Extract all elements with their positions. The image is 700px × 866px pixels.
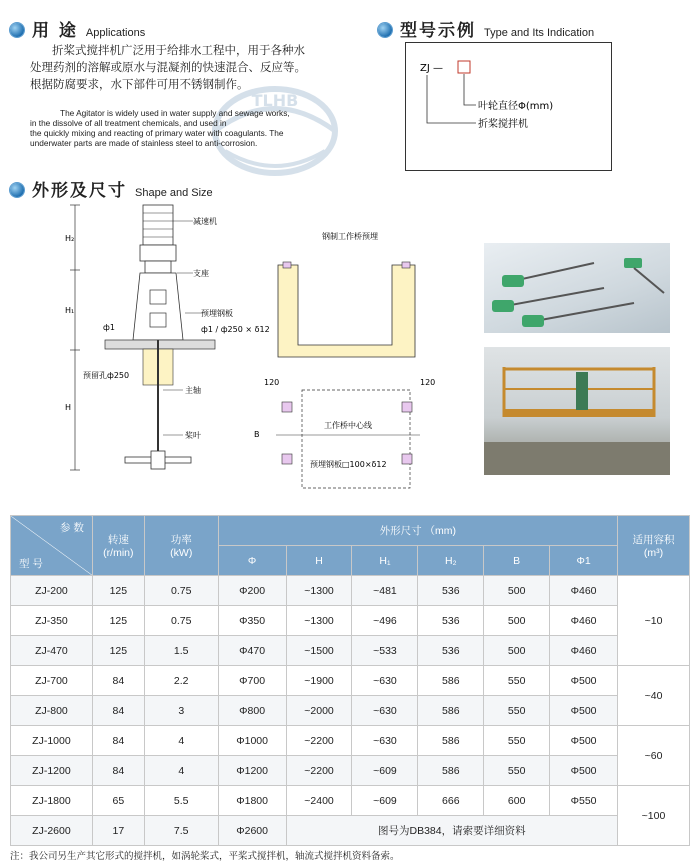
photo-installation bbox=[484, 347, 670, 475]
cell-phi1: Φ550 bbox=[550, 786, 618, 816]
cell-h1: ~609 bbox=[352, 786, 418, 816]
header-h1: H₁ bbox=[352, 546, 418, 576]
cell-b: 500 bbox=[484, 576, 550, 606]
cell-speed: 84 bbox=[92, 756, 144, 786]
cell-phi: Φ2600 bbox=[218, 816, 286, 846]
header-power bbox=[144, 516, 218, 576]
cell-phi: Φ800 bbox=[218, 696, 286, 726]
cell-power: 2.2 bbox=[144, 666, 218, 696]
label-hole: 预留孔ф250 bbox=[83, 371, 130, 380]
cell-b: 550 bbox=[484, 756, 550, 786]
cell-phi1: Φ460 bbox=[550, 576, 618, 606]
header-power-unit: (kW) bbox=[170, 547, 193, 559]
cell-phi1: Φ500 bbox=[550, 756, 618, 786]
para-en-line: underwater parts are made of stainless steel to anti-corrosion. bbox=[30, 138, 258, 148]
cell-h: ~2400 bbox=[286, 786, 352, 816]
header-size: 外形尺寸 （mm) bbox=[218, 516, 617, 546]
cell-model: ZJ-350 bbox=[11, 606, 93, 636]
cell-h2: 536 bbox=[418, 576, 484, 606]
applications-title-cn: 用 途 bbox=[32, 21, 78, 41]
cell-speed: 84 bbox=[92, 726, 144, 756]
header-speed-unit: (r/min) bbox=[103, 547, 134, 559]
header-param-model bbox=[11, 516, 93, 576]
table-row bbox=[11, 786, 690, 816]
cell-power: 4 bbox=[144, 726, 218, 756]
header-param: 参 数 bbox=[59, 522, 84, 534]
cell-h1: ~630 bbox=[352, 666, 418, 696]
header-speed-label: 转速 bbox=[107, 534, 129, 546]
table-row bbox=[11, 816, 690, 846]
cell-power: 7.5 bbox=[144, 816, 218, 846]
table-row bbox=[11, 726, 690, 756]
cell-b: 550 bbox=[484, 666, 550, 696]
para-cn-line: 折桨式搅拌机广泛用于给排水工程中，用于各种水 bbox=[52, 43, 305, 57]
header-volume bbox=[618, 516, 690, 576]
cell-model: ZJ-800 bbox=[11, 696, 93, 726]
dim-h: H bbox=[65, 403, 72, 412]
cell-power: 0.75 bbox=[144, 606, 218, 636]
header-b: B bbox=[484, 546, 550, 576]
dim-phi1: ф1 bbox=[103, 323, 115, 332]
cell-b: 500 bbox=[484, 636, 550, 666]
cell-h: ~1500 bbox=[286, 636, 352, 666]
cell-phi: Φ1000 bbox=[218, 726, 286, 756]
cell-h: ~1300 bbox=[286, 606, 352, 636]
header-power-label: 功率 bbox=[170, 534, 192, 546]
cell-power: 3 bbox=[144, 696, 218, 726]
header-volume-unit: (m³) bbox=[643, 547, 664, 559]
cell-h1: ~481 bbox=[352, 576, 418, 606]
label-reducer: 减速机 bbox=[193, 217, 217, 226]
cell-model: ZJ-700 bbox=[11, 666, 93, 696]
para-cn-line: 根据防腐要求，水下部件可用不锈钢制作。 bbox=[30, 77, 249, 91]
bullet-icon bbox=[10, 23, 24, 37]
cell-h: ~1900 bbox=[286, 666, 352, 696]
watermark-text: TLHB bbox=[251, 91, 299, 110]
cell-h: ~2200 bbox=[286, 756, 352, 786]
cell-note: 图号为DB384，请索要详细资料 bbox=[286, 816, 617, 846]
bridge-center-label: 工作桥中心线 bbox=[324, 421, 372, 430]
footnote: 注：我公司另生产其它形式的搅拌机，如涡轮桨式，平桨式搅拌机，轴流式搅拌机资料备索。 bbox=[10, 851, 400, 862]
spec-table bbox=[10, 515, 690, 846]
cell-speed: 65 bbox=[92, 786, 144, 816]
para-en-line: the quickly mixing and reacting of primary water with coagulants. The bbox=[30, 128, 284, 138]
shape-title-cn: 外形及尺寸 bbox=[32, 181, 127, 201]
table-row bbox=[11, 576, 690, 606]
dim-h1: H₁ bbox=[65, 306, 75, 315]
cell-power: 4 bbox=[144, 756, 218, 786]
label-shaft: 主轴 bbox=[185, 386, 201, 395]
table-row bbox=[11, 756, 690, 786]
type-dia-label: 叶轮直径Φ(mm) bbox=[478, 101, 554, 112]
cell-h1: ~609 bbox=[352, 756, 418, 786]
bullet-icon bbox=[378, 23, 392, 37]
photo-agitators bbox=[484, 243, 670, 333]
table-row bbox=[11, 696, 690, 726]
applications-text-en bbox=[30, 108, 360, 148]
type-title-en: Type and Its Indication bbox=[484, 27, 595, 39]
cell-phi: Φ1200 bbox=[218, 756, 286, 786]
cell-h2: 586 bbox=[418, 756, 484, 786]
type-diagram bbox=[406, 43, 611, 170]
para-en-line: The Agitator is widely used in water supply and sewage works, bbox=[60, 108, 290, 118]
dim-h2: H₂ bbox=[65, 234, 75, 243]
type-heading bbox=[378, 16, 594, 41]
cell-b: 500 bbox=[484, 606, 550, 636]
cell-h1: ~533 bbox=[352, 636, 418, 666]
cell-phi: Φ1800 bbox=[218, 786, 286, 816]
cell-phi1: Φ460 bbox=[550, 606, 618, 636]
cell-h2: 586 bbox=[418, 666, 484, 696]
header-h2: H₂ bbox=[418, 546, 484, 576]
table-row bbox=[11, 606, 690, 636]
cell-h2: 536 bbox=[418, 636, 484, 666]
header-h: H bbox=[286, 546, 352, 576]
applications-heading bbox=[10, 16, 145, 41]
agitator-drawing bbox=[45, 195, 285, 495]
para-en-line: in the dissolve of all treatment chemicals, and used in bbox=[30, 118, 227, 128]
header-phi: Φ bbox=[218, 546, 286, 576]
cell-speed: 125 bbox=[92, 636, 144, 666]
cell-phi1: Φ500 bbox=[550, 696, 618, 726]
cell-phi: Φ200 bbox=[218, 576, 286, 606]
cell-b: 600 bbox=[484, 786, 550, 816]
label-support: 支座 bbox=[193, 269, 209, 278]
cell-b: 550 bbox=[484, 726, 550, 756]
type-code: ZJ — bbox=[420, 63, 443, 74]
cell-power: 0.75 bbox=[144, 576, 218, 606]
dim-b: B bbox=[254, 430, 260, 439]
dim-120-left: 120 bbox=[264, 378, 280, 387]
applications-title-en: Applications bbox=[85, 27, 146, 39]
cell-speed: 84 bbox=[92, 696, 144, 726]
cell-power: 5.5 bbox=[144, 786, 218, 816]
cell-h: ~2000 bbox=[286, 696, 352, 726]
cell-model: ZJ-200 bbox=[11, 576, 93, 606]
cell-model: ZJ-1000 bbox=[11, 726, 93, 756]
bridge-drawing bbox=[250, 225, 435, 495]
type-placeholder-box bbox=[458, 61, 470, 73]
cell-volume: ~40 bbox=[618, 666, 690, 726]
cell-power: 1.5 bbox=[144, 636, 218, 666]
label-plate-spec: ф1 / ф250 × δ12 bbox=[201, 325, 270, 334]
header-phi1: Φ1 bbox=[550, 546, 618, 576]
table-row bbox=[11, 636, 690, 666]
cell-h2: 586 bbox=[418, 696, 484, 726]
cell-volume: ~60 bbox=[618, 726, 690, 786]
cell-phi1: Φ460 bbox=[550, 636, 618, 666]
bridge-plate-label: 预埋钢板□100×δ12 bbox=[310, 460, 387, 469]
bullet-icon bbox=[10, 183, 24, 197]
cell-speed: 125 bbox=[92, 576, 144, 606]
cell-h1: ~630 bbox=[352, 696, 418, 726]
cell-h: ~2200 bbox=[286, 726, 352, 756]
cell-model: ZJ-2600 bbox=[11, 816, 93, 846]
cell-volume: ~100 bbox=[618, 786, 690, 846]
cell-h2: 666 bbox=[418, 786, 484, 816]
label-blade: 桨叶 bbox=[185, 431, 201, 440]
cell-phi: Φ350 bbox=[218, 606, 286, 636]
header-model: 型 号 bbox=[19, 558, 43, 570]
cell-model: ZJ-1800 bbox=[11, 786, 93, 816]
cell-b: 550 bbox=[484, 696, 550, 726]
cell-h1: ~496 bbox=[352, 606, 418, 636]
cell-speed: 125 bbox=[92, 606, 144, 636]
cell-h1: ~630 bbox=[352, 726, 418, 756]
cell-phi: Φ700 bbox=[218, 666, 286, 696]
type-name-label: 折桨搅拌机 bbox=[478, 119, 528, 130]
cell-h2: 586 bbox=[418, 726, 484, 756]
cell-phi1: Φ500 bbox=[550, 666, 618, 696]
dim-120-right: 120 bbox=[420, 378, 435, 387]
applications-text-cn bbox=[30, 42, 360, 93]
header-volume-label: 适用容积 bbox=[632, 534, 675, 546]
cell-phi1: Φ500 bbox=[550, 726, 618, 756]
cell-model: ZJ-1200 bbox=[11, 756, 93, 786]
type-example-box bbox=[405, 42, 612, 171]
label-plate: 预埋钢板 bbox=[201, 309, 233, 318]
cell-speed: 17 bbox=[92, 816, 144, 846]
cell-h2: 536 bbox=[418, 606, 484, 636]
cell-h: ~1300 bbox=[286, 576, 352, 606]
cell-volume: ~10 bbox=[618, 576, 690, 666]
cell-model: ZJ-470 bbox=[11, 636, 93, 666]
para-cn-line: 处理药剂的溶解或原水与混凝剂的快速混合、反应等。 bbox=[30, 60, 306, 74]
table-row bbox=[11, 666, 690, 696]
cell-speed: 84 bbox=[92, 666, 144, 696]
bridge-title: 钢制工作桥预埋 bbox=[322, 232, 378, 241]
cell-phi: Φ470 bbox=[218, 636, 286, 666]
header-speed bbox=[92, 516, 144, 576]
shape-title-en: Shape and Size bbox=[135, 187, 213, 199]
type-title-cn: 型号示例 bbox=[400, 21, 476, 41]
